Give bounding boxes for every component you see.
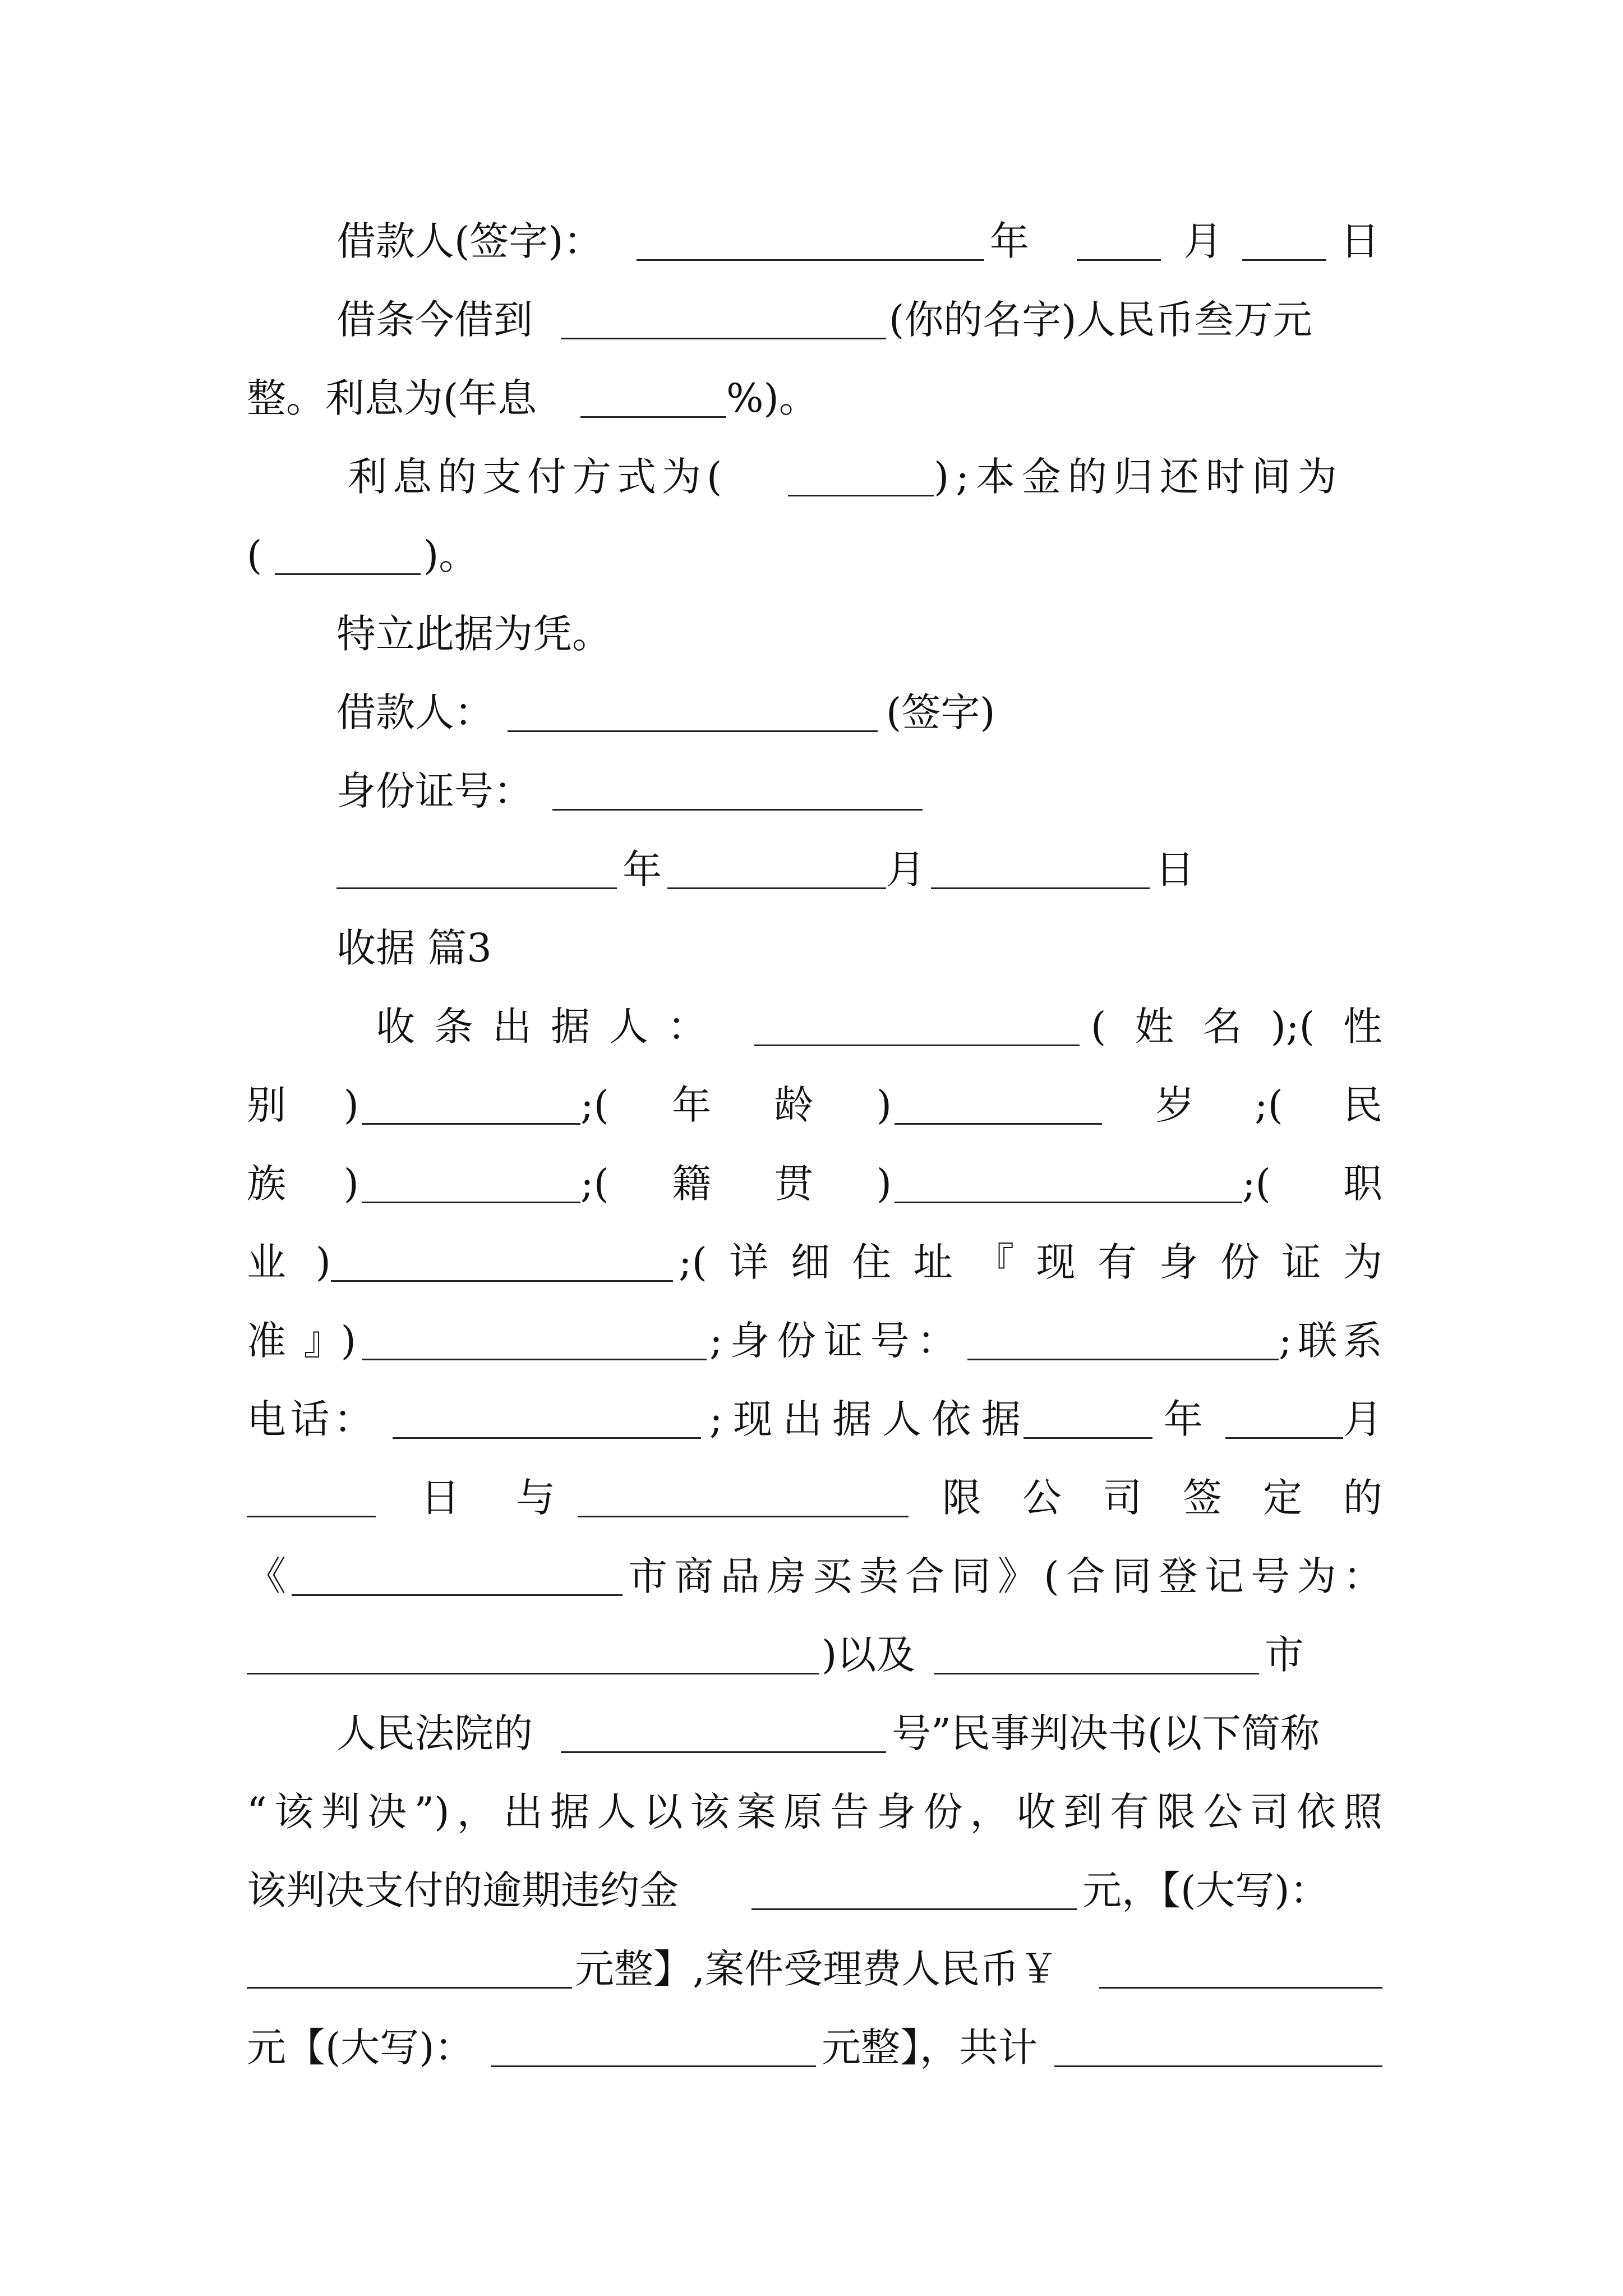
court-fee-blank <box>1099 1987 1382 1989</box>
text: 元，【(大写)： <box>1082 1867 1329 1913</box>
receipt-line-1 <box>0 999 1623 1055</box>
text: 人民法院的 <box>336 1710 533 1756</box>
receipt-line-14 <box>0 2019 1623 2076</box>
penalty-amount-blank <box>751 1908 1077 1910</box>
text: (你的名字)人民币叁万元 <box>889 297 1312 343</box>
city-blank <box>292 1594 623 1596</box>
id-number-blank <box>552 809 923 811</box>
month-blank <box>667 887 886 889</box>
lender-name-blank <box>561 338 886 339</box>
year-label: 年 <box>623 846 662 892</box>
receipt-line-8 <box>0 1548 1623 1604</box>
address-blank <box>362 1359 707 1360</box>
year-label: 年 <box>990 218 1029 264</box>
text: 日与 <box>421 1475 555 1521</box>
heading-text: 收据 篇3 <box>336 925 492 971</box>
month-blank <box>1225 1437 1343 1439</box>
text: 电话： <box>247 1396 373 1442</box>
contract-number-blank <box>247 1673 819 1674</box>
section-heading <box>0 920 1623 976</box>
borrower-line <box>0 684 1623 740</box>
court-city-blank <box>934 1673 1259 1674</box>
text: 别) <box>247 1082 359 1128</box>
day-blank <box>247 1516 376 1517</box>
borrower-blank <box>508 730 878 732</box>
month-label: 月 <box>886 846 925 892</box>
year-blank <box>336 887 617 889</box>
name-blank <box>754 1045 1080 1046</box>
text: ;(籍贯) <box>580 1161 892 1207</box>
borrower-signature-date-line <box>0 213 1623 269</box>
text: 号”民事判决书(以下简称 <box>892 1710 1320 1756</box>
text: 元整】,案件受理费人民币￥ <box>575 1946 1059 1992</box>
judgment-number-blank <box>561 1751 886 1753</box>
text: 准』) <box>247 1318 356 1364</box>
text: ;身份证号： <box>709 1318 956 1364</box>
penalty-uppercase-blank <box>247 1987 572 1989</box>
payment-method-blank <box>788 495 934 496</box>
text: ;联系 <box>1279 1318 1382 1364</box>
text: ;(年龄) <box>580 1082 892 1128</box>
text: 族) <box>247 1161 359 1207</box>
receipt-line-5 <box>0 1313 1623 1369</box>
court-fee-uppercase-blank <box>491 2065 816 2067</box>
attestation-line <box>0 606 1623 662</box>
text: 业) <box>247 1239 331 1285</box>
payment-method-line <box>0 449 1623 505</box>
month-label: 月 <box>1343 1396 1382 1442</box>
day-label: 日 <box>1340 218 1380 264</box>
native-place-blank <box>895 1202 1242 1203</box>
occupation-blank <box>331 1280 673 1282</box>
ethnicity-blank <box>362 1202 580 1203</box>
text: 借款人： <box>336 689 494 735</box>
day-label: 日 <box>1155 846 1195 892</box>
receipt-line-3 <box>0 1156 1623 1212</box>
receipt-line-13 <box>0 1941 1623 1997</box>
id-number-line <box>0 763 1623 819</box>
day-blank <box>931 887 1150 889</box>
text: 借条今借到 <box>336 297 533 343</box>
text: ;(详细住址『现有身份证为 <box>679 1239 1382 1285</box>
text: );本金的归还时间为 <box>934 454 1344 500</box>
text: ;(职 <box>1242 1161 1382 1207</box>
text: )。 <box>423 532 478 578</box>
interest-rate-blank <box>580 416 726 418</box>
text: ;现出据人依据 <box>709 1396 1021 1442</box>
receipt-line-10 <box>0 1705 1623 1761</box>
repayment-time-blank <box>275 573 421 575</box>
text: 元【(大写)： <box>247 2024 474 2070</box>
phone-blank <box>393 1437 701 1439</box>
age-blank <box>895 1123 1102 1125</box>
month-label: 月 <box>1183 218 1223 264</box>
month-blank <box>1077 259 1161 261</box>
text: 市 <box>1265 1632 1304 1678</box>
receipt-line-12 <box>0 1862 1623 1918</box>
date-line <box>0 841 1623 898</box>
text: (姓名);(性 <box>1091 1004 1382 1050</box>
label: 借款人(签字)： <box>336 218 603 264</box>
text: 特立此据为凭。 <box>336 611 611 657</box>
receipt-line-7 <box>0 1470 1623 1526</box>
text: ( <box>247 532 262 578</box>
gender-blank <box>362 1123 580 1125</box>
text: 市商品房买卖合同》(合同登记号为： <box>628 1553 1382 1599</box>
receipt-line-4 <box>0 1234 1623 1290</box>
text: 身份证号： <box>336 768 533 814</box>
text: 元整】，共计 <box>822 2024 1038 2070</box>
text: 岁;(民 <box>1155 1082 1382 1128</box>
text: 收条出据人： <box>376 1004 707 1050</box>
text: (签字) <box>886 689 995 735</box>
year-label: 年 <box>1164 1396 1203 1442</box>
text: )以及 <box>822 1632 916 1678</box>
text: 整。利息为(年息 <box>247 375 537 421</box>
text: 利息的支付方式为( <box>348 454 728 500</box>
iou-body-line-2 <box>0 370 1623 426</box>
text: 该判决支付的逾期违约金 <box>247 1867 679 1913</box>
receipt-line-6 <box>0 1391 1623 1447</box>
signature-blank <box>637 259 984 261</box>
total-blank <box>1054 2065 1382 2067</box>
company-blank <box>578 1516 909 1517</box>
receipt-line-2 <box>0 1077 1623 1133</box>
year-blank <box>1023 1437 1152 1439</box>
receipt-line-9 <box>0 1627 1623 1683</box>
text: 《 <box>247 1553 286 1599</box>
id-number-blank <box>967 1359 1279 1360</box>
receipt-line-11 <box>0 1784 1623 1840</box>
text: %)。 <box>726 375 818 421</box>
text: “该判决”)，出据人以该案原告身份，收到有限公司依照 <box>247 1789 1382 1835</box>
text: 限公司签定的 <box>942 1475 1382 1521</box>
iou-body-line-1 <box>0 292 1623 348</box>
repayment-time-line <box>0 527 1623 583</box>
day-blank <box>1242 259 1326 261</box>
